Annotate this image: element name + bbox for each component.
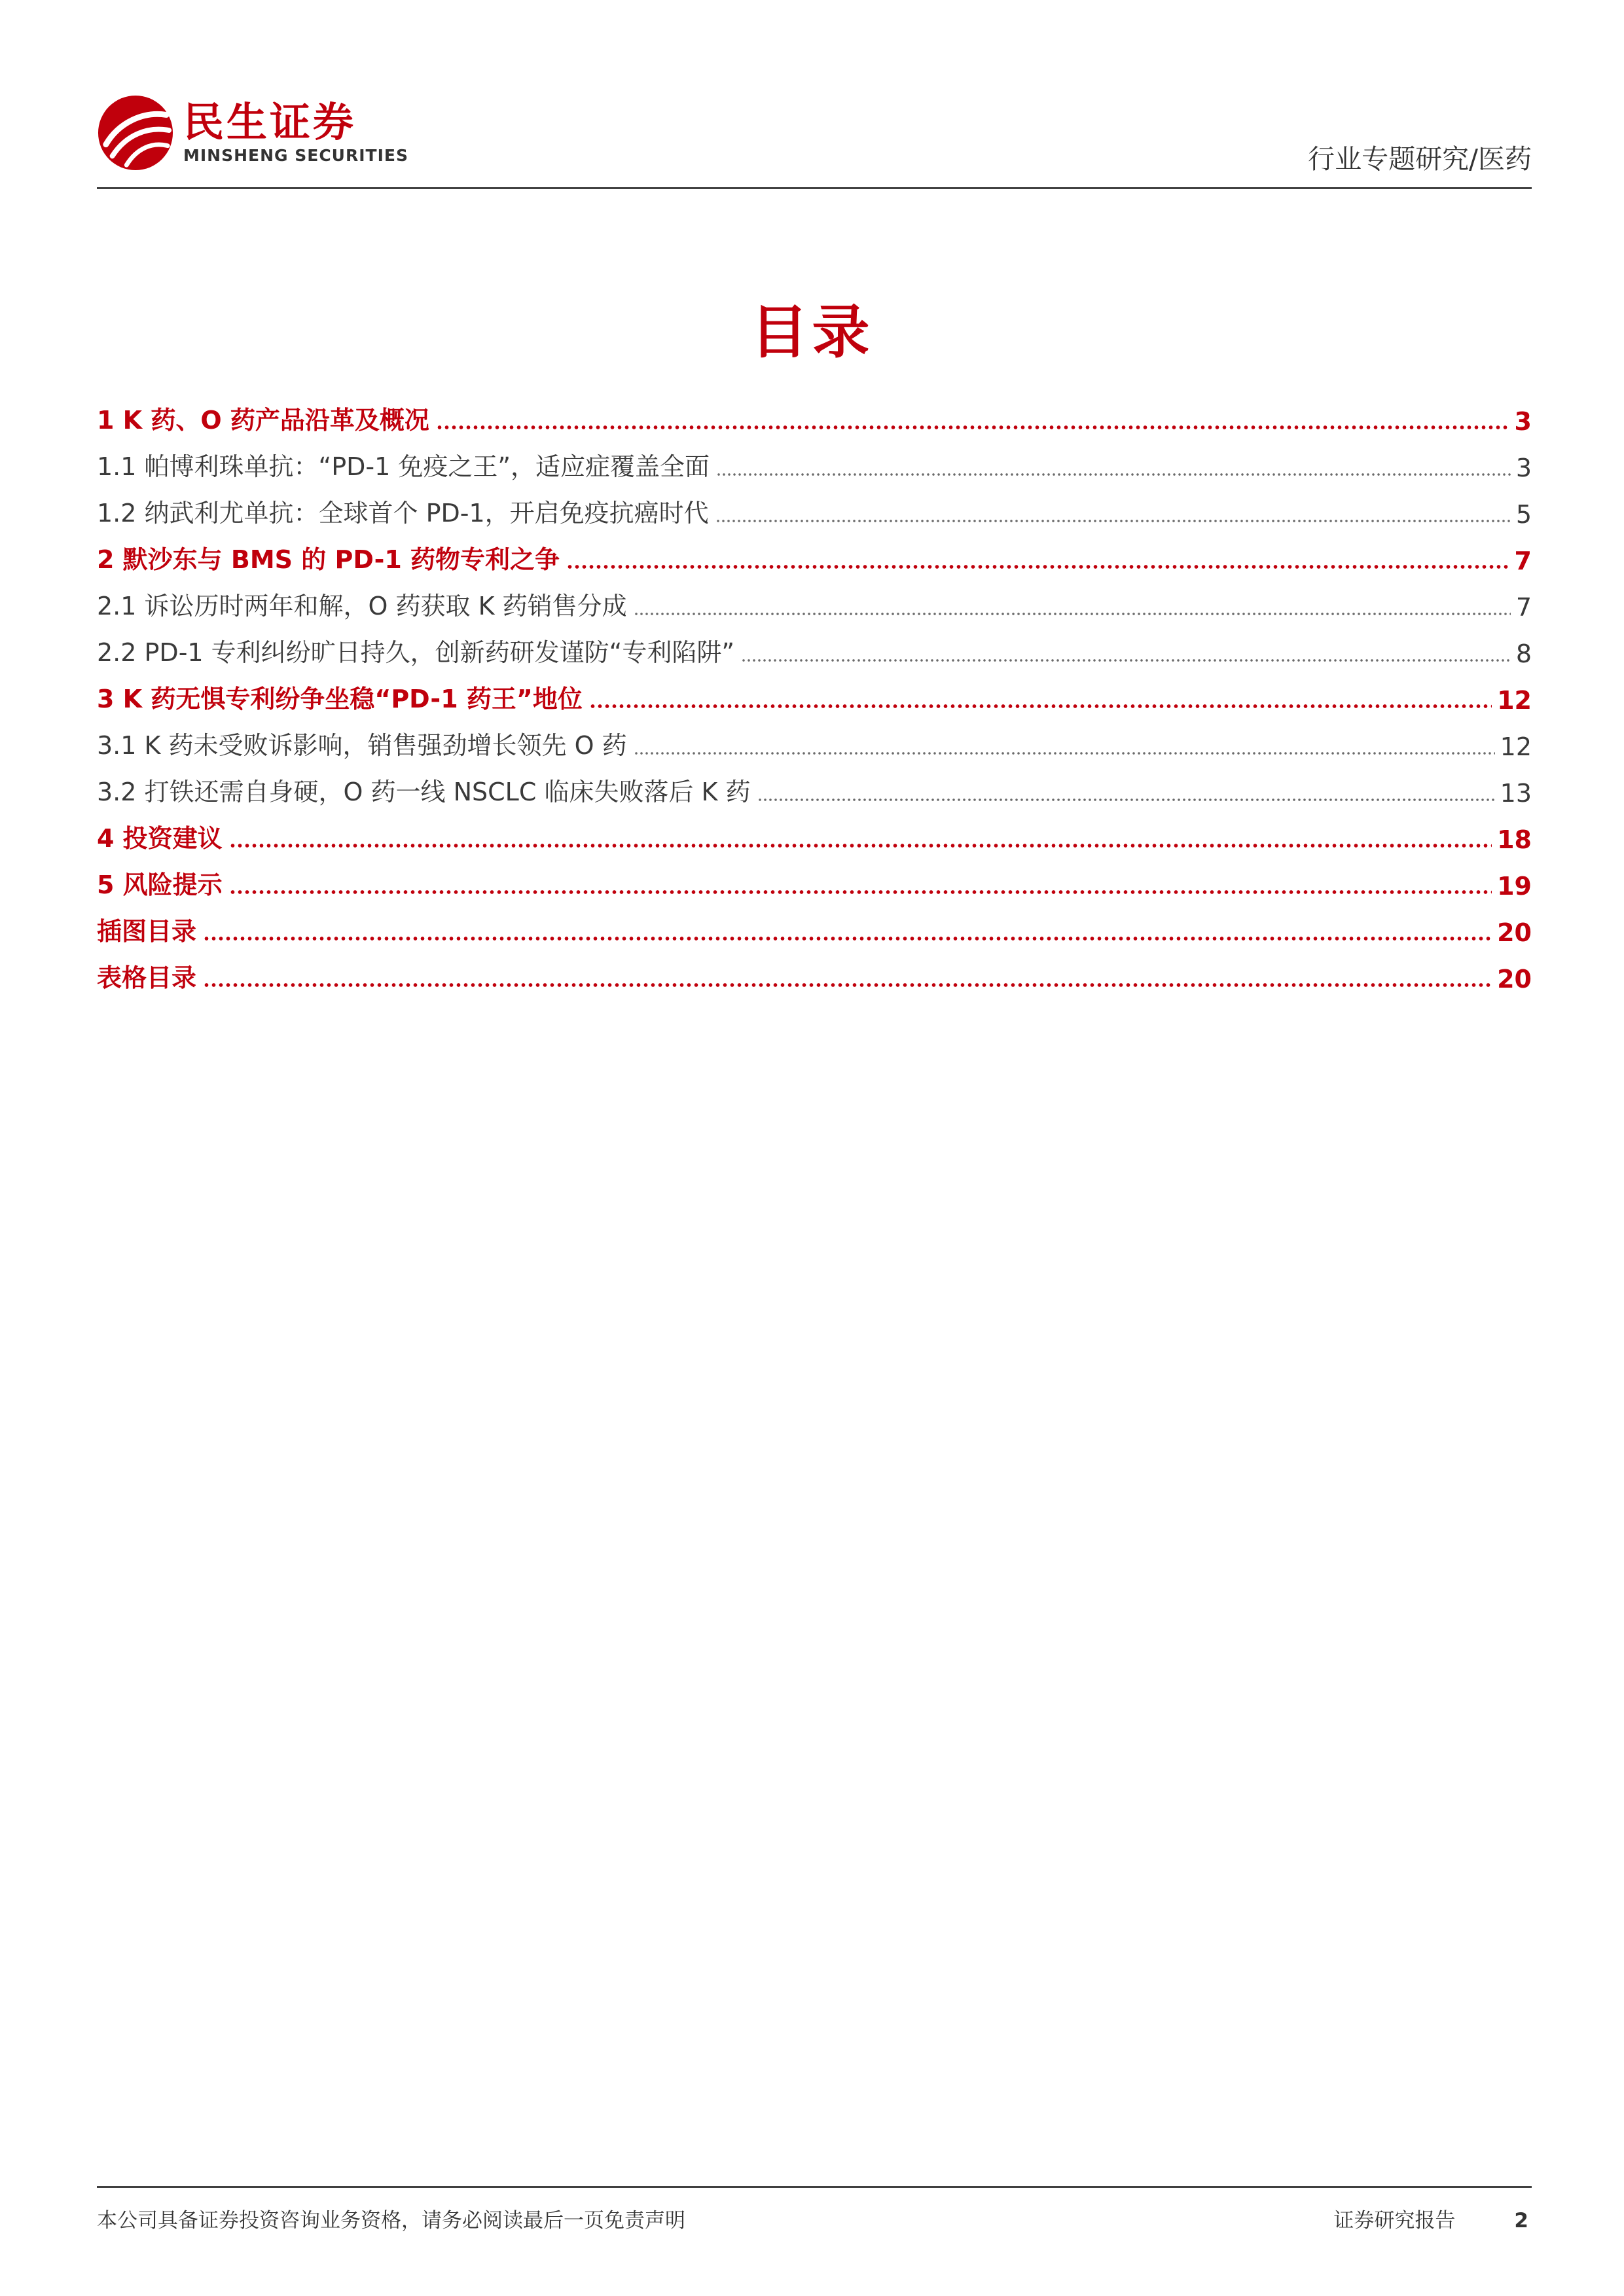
toc-entry-title: 2 默沙东与 BMS 的 PD-1 药物专利之争 — [97, 545, 560, 574]
minsheng-logo-icon — [97, 94, 174, 171]
toc-chapter-link[interactable] — [97, 854, 1532, 901]
toc-entry-title: 3.1 K 药未受败诉影响，销售强劲增长领先 O 药 — [97, 731, 627, 760]
toc-entry-title: 插图目录 — [97, 917, 197, 946]
toc-entry-title: 2.2 PD-1 专利纠纷旷日持久，创新药研发谨防“专利陷阱” — [97, 638, 735, 667]
header-divider — [97, 187, 1532, 189]
toc-section-link[interactable] — [97, 761, 1532, 808]
toc-dot-leader — [715, 499, 1511, 524]
toc-dot-leader — [634, 592, 1511, 617]
toc-entry-page: 20 — [1497, 965, 1532, 994]
toc-entry-page: 19 — [1497, 872, 1532, 901]
toc-chapter-link[interactable] — [97, 389, 1532, 436]
toc-entry-page: 3 — [1514, 407, 1532, 436]
toc-entry-page: 20 — [1497, 918, 1532, 947]
toc-section-link[interactable] — [97, 715, 1532, 761]
toc-dot-leader — [229, 824, 1492, 849]
toc-entry-page: 3 — [1515, 454, 1532, 482]
table-of-contents — [97, 389, 1532, 994]
logo-english-name: MINSHENG SECURITIES — [183, 146, 408, 165]
page-title: 目录 — [750, 298, 874, 366]
footer-page-number: 2 — [1514, 2209, 1528, 2233]
toc-entry-page: 7 — [1515, 593, 1532, 622]
toc-dot-leader — [716, 452, 1511, 477]
toc-section-link[interactable] — [97, 482, 1532, 529]
footer-report-type: 证券研究报告 — [1333, 2209, 1456, 2233]
toc-dot-leader — [741, 638, 1511, 663]
toc-dot-leader — [203, 917, 1492, 942]
toc-chapter-link[interactable] — [97, 668, 1532, 715]
toc-chapter-link[interactable] — [97, 947, 1532, 994]
toc-entry-page: 12 — [1500, 732, 1532, 761]
toc-dot-leader — [634, 731, 1495, 756]
toc-section-link[interactable] — [97, 436, 1532, 482]
toc-entry-page: 8 — [1515, 639, 1532, 668]
toc-entry-page: 12 — [1497, 686, 1532, 715]
toc-entry-title: 4 投资建议 — [97, 824, 223, 853]
toc-dot-leader — [589, 685, 1492, 709]
toc-entry-title: 2.1 诉讼历时两年和解，O 药获取 K 药销售分成 — [97, 592, 627, 620]
toc-dot-leader — [436, 406, 1509, 431]
toc-dot-leader — [566, 545, 1509, 570]
toc-chapter-link[interactable] — [97, 901, 1532, 947]
toc-dot-leader — [229, 870, 1492, 895]
toc-entry-title: 1.1 帕博利珠单抗：“PD-1 免疫之王”，适应症覆盖全面 — [97, 452, 710, 481]
toc-entry-page: 7 — [1514, 547, 1532, 575]
footer-right — [1333, 2204, 1528, 2233]
company-logo — [97, 90, 408, 175]
toc-entry-title: 3.2 打铁还需自身硬，O 药一线 NSCLC 临床失败落后 K 药 — [97, 778, 751, 806]
report-category: 行业专题研究/医药 — [1308, 143, 1532, 175]
toc-dot-leader — [203, 963, 1492, 988]
page-header — [97, 90, 1532, 187]
toc-section-link[interactable] — [97, 575, 1532, 622]
toc-entry-title: 1.2 纳武利尤单抗：全球首个 PD-1，开启免疫抗癌时代 — [97, 499, 709, 528]
toc-dot-leader — [757, 778, 1495, 802]
toc-entry-title: 1 K 药、O 药产品沿革及概况 — [97, 406, 429, 435]
toc-entry-page: 5 — [1515, 500, 1532, 529]
footer-divider — [97, 2186, 1532, 2188]
footer-disclaimer: 本公司具备证券投资咨询业务资格，请务必阅读最后一页免责声明 — [97, 2209, 685, 2233]
toc-entry-page: 13 — [1500, 779, 1532, 808]
logo-chinese-name: 民生证券 — [183, 98, 357, 146]
toc-section-link[interactable] — [97, 622, 1532, 668]
toc-entry-title: 表格目录 — [97, 963, 197, 992]
toc-entry-title: 5 风险提示 — [97, 870, 223, 899]
toc-entry-title: 3 K 药无惧专利纷争坐稳“PD-1 药王”地位 — [97, 685, 583, 713]
toc-chapter-link[interactable] — [97, 529, 1532, 575]
toc-chapter-link[interactable] — [97, 808, 1532, 854]
toc-entry-page: 18 — [1497, 825, 1532, 854]
